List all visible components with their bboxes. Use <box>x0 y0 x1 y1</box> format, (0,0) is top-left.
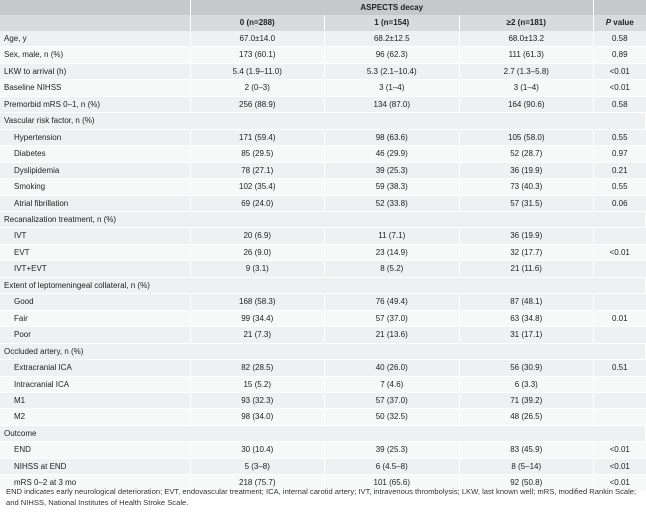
header-group-label: ASPECTS decay <box>190 0 594 15</box>
cell-value-0: 67.0±14.0 <box>190 31 325 47</box>
cell-value-2: 92 (50.8) <box>459 475 594 491</box>
table-body <box>0 31 646 491</box>
row-label: Diabetes <box>0 146 190 162</box>
cell-value-2: 48 (26.5) <box>459 409 594 425</box>
table-row <box>0 80 646 96</box>
cell-value-1: 39 (25.3) <box>325 442 460 458</box>
cell-p-value <box>594 376 646 392</box>
cell-value-0: 218 (75.7) <box>190 475 325 491</box>
section-label: Recanalization treatment, n (%) <box>0 211 646 227</box>
cell-value-0: 15 (5.2) <box>190 376 325 392</box>
cell-value-1: 59 (38.3) <box>325 179 460 195</box>
cell-value-0: 85 (29.5) <box>190 146 325 162</box>
cell-value-2: 56 (30.9) <box>459 360 594 376</box>
row-label: Dyslipidemia <box>0 162 190 178</box>
table-row <box>0 310 646 326</box>
cell-value-1: 57 (37.0) <box>325 310 460 326</box>
cell-p-value: 0.58 <box>594 96 646 112</box>
cell-value-0: 173 (60.1) <box>190 47 325 63</box>
table-row <box>0 96 646 112</box>
cell-p-value: <0.01 <box>594 80 646 96</box>
cell-value-1: 98 (63.6) <box>325 129 460 145</box>
table-row <box>0 228 646 244</box>
table-row <box>0 360 646 376</box>
cell-value-1: 40 (26.0) <box>325 360 460 376</box>
cell-value-0: 5 (3–8) <box>190 458 325 474</box>
cell-value-0: 82 (28.5) <box>190 360 325 376</box>
cell-p-value <box>594 327 646 343</box>
row-label: Baseline NIHSS <box>0 80 190 96</box>
section-label: Outcome <box>0 425 646 441</box>
cell-value-2: 87 (48.1) <box>459 294 594 310</box>
cell-value-0: 168 (58.3) <box>190 294 325 310</box>
cell-value-1: 39 (25.3) <box>325 162 460 178</box>
cell-value-2: 63 (34.8) <box>459 310 594 326</box>
section-header-row <box>0 211 646 227</box>
cell-p-value: 0.55 <box>594 129 646 145</box>
row-label: Sex, male, n (%) <box>0 47 190 63</box>
header-p-italic: P <box>605 18 612 27</box>
row-label: Intracranial ICA <box>0 376 190 392</box>
header-col-0: 0 (n=288) <box>190 15 325 31</box>
section-label: Occluded artery, n (%) <box>0 343 646 359</box>
cell-p-value <box>594 409 646 425</box>
cell-value-1: 21 (13.6) <box>325 327 460 343</box>
cell-value-1: 6 (4.5–8) <box>325 458 460 474</box>
header-group-row <box>0 0 646 15</box>
header-label-cell <box>0 15 190 31</box>
row-label: LKW to arrival (h) <box>0 63 190 79</box>
row-label: IVT+EVT <box>0 261 190 277</box>
cell-value-2: 105 (58.0) <box>459 129 594 145</box>
cell-value-2: 52 (28.7) <box>459 146 594 162</box>
cell-p-value: <0.01 <box>594 475 646 491</box>
header-empty-cell <box>594 0 646 15</box>
cell-value-2: 71 (39.2) <box>459 392 594 408</box>
row-label: Extracranial ICA <box>0 360 190 376</box>
header-p-value <box>594 15 646 31</box>
table-row <box>0 244 646 260</box>
table-row <box>0 31 646 47</box>
cell-value-1: 8 (5.2) <box>325 261 460 277</box>
cell-value-0: 78 (27.1) <box>190 162 325 178</box>
section-header-row <box>0 343 646 359</box>
cell-p-value: 0.97 <box>594 146 646 162</box>
cell-value-1: 3 (1–4) <box>325 80 460 96</box>
cell-value-0: 5.4 (1.9–11.0) <box>190 63 325 79</box>
cell-p-value: 0.06 <box>594 195 646 211</box>
cell-value-1: 57 (37.0) <box>325 392 460 408</box>
cell-p-value <box>594 392 646 408</box>
table-row <box>0 129 646 145</box>
table-row <box>0 162 646 178</box>
section-label: Extent of leptomeningeal collateral, n (%) <box>0 277 646 293</box>
row-label: M1 <box>0 392 190 408</box>
cell-value-1: 50 (32.5) <box>325 409 460 425</box>
cell-p-value: 0.01 <box>594 310 646 326</box>
row-label: Age, y <box>0 31 190 47</box>
cell-value-1: 23 (14.9) <box>325 244 460 260</box>
cell-value-1: 68.2±12.5 <box>325 31 460 47</box>
cell-value-2: 6 (3.3) <box>459 376 594 392</box>
cell-value-0: 9 (3.1) <box>190 261 325 277</box>
cell-value-0: 2 (0–3) <box>190 80 325 96</box>
header-p-rest: value <box>611 18 634 27</box>
cell-p-value: 0.89 <box>594 47 646 63</box>
row-label: END <box>0 442 190 458</box>
cell-value-0: 98 (34.0) <box>190 409 325 425</box>
row-label: Premorbid mRS 0–1, n (%) <box>0 96 190 112</box>
cell-p-value: 0.55 <box>594 179 646 195</box>
cell-value-1: 96 (62.3) <box>325 47 460 63</box>
cell-value-1: 7 (4.6) <box>325 376 460 392</box>
row-label: Atrial fibrillation <box>0 195 190 211</box>
cell-value-0: 30 (10.4) <box>190 442 325 458</box>
header-empty-cell <box>0 0 190 15</box>
row-label: Good <box>0 294 190 310</box>
cell-value-2: 83 (45.9) <box>459 442 594 458</box>
table-row <box>0 376 646 392</box>
cell-p-value <box>594 294 646 310</box>
cell-value-1: 76 (49.4) <box>325 294 460 310</box>
cell-value-1: 5.3 (2.1–10.4) <box>325 63 460 79</box>
cell-p-value: 0.21 <box>594 162 646 178</box>
table-row <box>0 458 646 474</box>
row-label: M2 <box>0 409 190 425</box>
row-label: EVT <box>0 244 190 260</box>
header-col-1: 1 (n=154) <box>325 15 460 31</box>
cell-p-value <box>594 261 646 277</box>
cell-value-1: 11 (7.1) <box>325 228 460 244</box>
section-header-row <box>0 277 646 293</box>
table-row <box>0 392 646 408</box>
row-label: Poor <box>0 327 190 343</box>
header-col-2: ≥2 (n=181) <box>459 15 594 31</box>
cell-value-0: 26 (9.0) <box>190 244 325 260</box>
cell-value-2: 36 (19.9) <box>459 228 594 244</box>
section-header-row <box>0 425 646 441</box>
cell-value-0: 21 (7.3) <box>190 327 325 343</box>
table-row <box>0 179 646 195</box>
cell-value-2: 2.7 (1.3–5.8) <box>459 63 594 79</box>
cell-value-2: 36 (19.9) <box>459 162 594 178</box>
cell-value-0: 102 (35.4) <box>190 179 325 195</box>
cell-value-2: 32 (17.7) <box>459 244 594 260</box>
cell-value-2: 111 (61.3) <box>459 47 594 63</box>
row-label: IVT <box>0 228 190 244</box>
table-row <box>0 195 646 211</box>
row-label: Hypertension <box>0 129 190 145</box>
cell-p-value: 0.58 <box>594 31 646 47</box>
cell-value-0: 171 (59.4) <box>190 129 325 145</box>
cell-value-2: 164 (90.6) <box>459 96 594 112</box>
cell-p-value: 0.51 <box>594 360 646 376</box>
row-label: Smoking <box>0 179 190 195</box>
cell-value-2: 3 (1–4) <box>459 80 594 96</box>
table-row <box>0 63 646 79</box>
cell-value-0: 20 (6.9) <box>190 228 325 244</box>
cell-value-2: 8 (5–14) <box>459 458 594 474</box>
cell-value-0: 256 (88.9) <box>190 96 325 112</box>
cell-value-1: 101 (65.6) <box>325 475 460 491</box>
row-label: NIHSS at END <box>0 458 190 474</box>
cell-value-2: 57 (31.5) <box>459 195 594 211</box>
cell-value-2: 21 (11.6) <box>459 261 594 277</box>
cell-value-0: 69 (24.0) <box>190 195 325 211</box>
cell-value-1: 52 (33.8) <box>325 195 460 211</box>
table-row <box>0 261 646 277</box>
cell-value-1: 46 (29.9) <box>325 146 460 162</box>
section-label: Vascular risk factor, n (%) <box>0 113 646 129</box>
cell-p-value: <0.01 <box>594 63 646 79</box>
cell-value-0: 93 (32.3) <box>190 392 325 408</box>
table-row <box>0 327 646 343</box>
cell-p-value <box>594 228 646 244</box>
cell-value-2: 68.0±13.2 <box>459 31 594 47</box>
row-label: mRS 0–2 at 3 mo <box>0 475 190 491</box>
cell-p-value: <0.01 <box>594 244 646 260</box>
table-row <box>0 442 646 458</box>
cell-value-1: 134 (87.0) <box>325 96 460 112</box>
cell-value-0: 99 (34.4) <box>190 310 325 326</box>
row-label: Fair <box>0 310 190 326</box>
cell-p-value: <0.01 <box>594 458 646 474</box>
cell-value-2: 73 (40.3) <box>459 179 594 195</box>
header-columns-row <box>0 15 646 31</box>
table-row <box>0 146 646 162</box>
cell-p-value: <0.01 <box>594 442 646 458</box>
table-row <box>0 294 646 310</box>
table-row <box>0 47 646 63</box>
section-header-row <box>0 113 646 129</box>
table-row <box>0 409 646 425</box>
cell-value-2: 31 (17.1) <box>459 327 594 343</box>
table-footnote: END indicates early neurological deterioration; EVT, endovascular treatment; ICA, internal carotid artery; IVT, intravenous thrombolysis; LKW, last known well; mRS, modified Rankin Scale; and NIHSS, National Institutes of Health Stroke Scale. <box>6 487 637 507</box>
